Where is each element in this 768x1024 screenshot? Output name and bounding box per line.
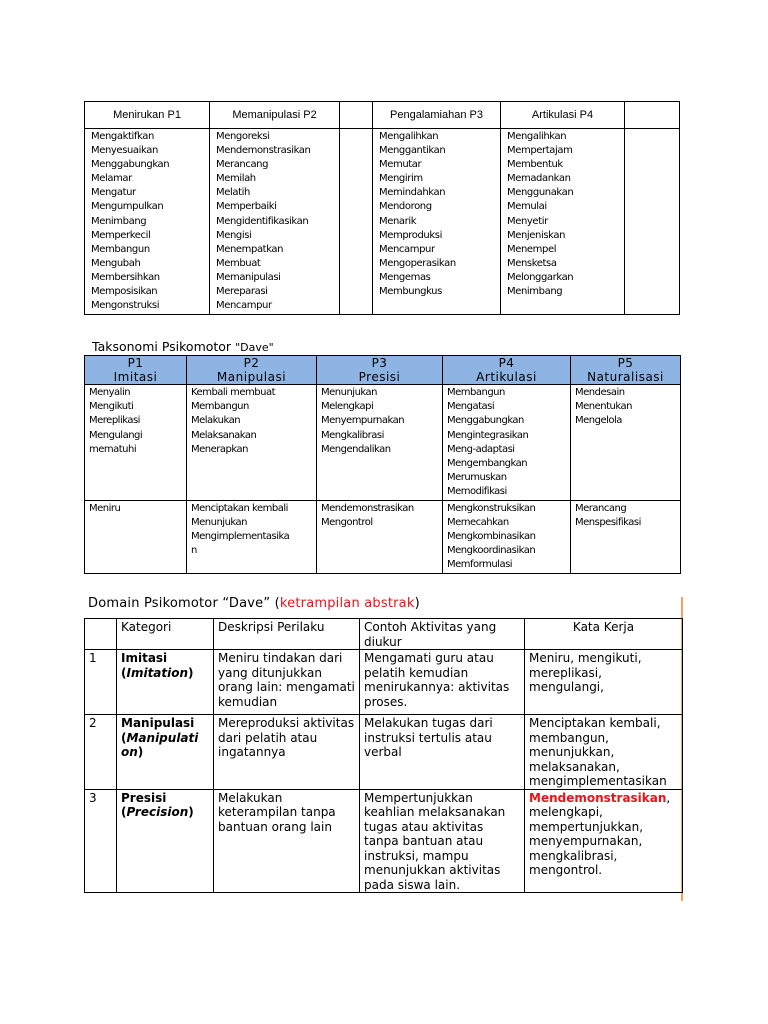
list-item: Mengisi [216, 229, 252, 241]
list-item: Memodifikasi [447, 486, 507, 498]
list-item: n [191, 545, 197, 557]
table1-col-p1 [85, 129, 210, 315]
table1-header-p3: Pengalamiahan P3 [373, 102, 501, 129]
list-item: Membersihkan [91, 271, 160, 283]
list-item: Merumuskan [447, 472, 507, 484]
list-item: Menimbang [507, 286, 563, 298]
list-item: Merancang [216, 159, 269, 171]
list-item: Merancang [575, 502, 627, 514]
table1-col-p4 [501, 129, 625, 315]
list-item: Menggantikan [379, 145, 446, 157]
verb-table-1 [84, 101, 680, 315]
list-item: Menggabungkan [91, 159, 170, 171]
table2-cell [317, 385, 443, 501]
list-item: Memadankan [507, 173, 571, 185]
list-item: Mereparasi [216, 286, 268, 298]
psychomotor-domain-table [84, 618, 683, 893]
table3-header-kata-kerja: Kata Kerja [525, 619, 683, 650]
table1-col-p3 [373, 129, 501, 315]
table-row [85, 715, 683, 790]
row-number: 3 [85, 789, 117, 893]
verbs-cell: Meniru, mengikuti, mereplikasi, mengulangi, [525, 650, 683, 715]
table2-caption [92, 339, 274, 354]
list-item: Memutar [379, 159, 422, 171]
list-item: Menspesifikasi [575, 516, 641, 528]
table2-caption-text: Taksonomi Psikomotor [92, 339, 236, 354]
verbs-cell: Menciptakan kembali, membangun, menunjukkan, melaksanakan, mengimplementasikan [525, 715, 683, 790]
table2-cell [85, 385, 187, 501]
list-item: Menyempurnakan [321, 415, 405, 427]
list-item: Meniru [89, 502, 121, 514]
table2-cell [571, 500, 681, 573]
list-item: Menunjukan [321, 387, 377, 398]
list-item: Mengkombinasikan [447, 531, 536, 543]
table2-header-p4: P4 Artikulasi [443, 356, 571, 385]
list-item: Menunjukan [191, 516, 247, 528]
list-item: Mendemonstrasikan [216, 145, 311, 157]
list-item: Memperbaiki [216, 201, 277, 213]
list-item: Mereplikasi [89, 415, 140, 427]
table3-header-contoh: Contoh Aktivitas yang diukur [360, 619, 525, 650]
list-item: Memulai [507, 201, 547, 213]
verbs-cell: Mendemonstrasikan, melengkapi, mempertunjukkan, menyempurnakan, mengkalibrasi, mengontrol. [525, 789, 683, 893]
list-item: Membentuk [507, 159, 563, 171]
list-item: Mengikuti [89, 401, 134, 413]
list-item: Mendesain [575, 387, 625, 398]
example-cell: Mengamati guru atau pelatih kemudian menirukannya: aktivitas proses. [360, 650, 525, 715]
list-item: Menjeniskan [507, 229, 566, 241]
example-cell: Melakukan tugas dari instruksi tertulis atau verbal [360, 715, 525, 790]
list-item: Mengumpulkan [91, 201, 164, 213]
table2-header-p1: P1 Imitasi [85, 356, 187, 385]
list-item: Melaksanakan [191, 429, 257, 441]
list-item: Mendorong [379, 201, 432, 213]
table3-header-row [85, 619, 683, 650]
table3-header-no [85, 619, 117, 650]
list-item: Memformulasi [447, 559, 513, 571]
table1-header-p4: Artikulasi P4 [501, 102, 625, 129]
dave-taxonomy-table [84, 355, 681, 574]
list-item: Menyalin [89, 387, 131, 398]
table2-cell [187, 500, 317, 573]
table1-header-empty [340, 102, 373, 129]
list-item: Menyesuaikan [91, 145, 158, 157]
description-cell: Mereproduksi aktivitas dari pelatih atau ingatannya [214, 715, 360, 790]
list-item: Mengaktifkan [91, 131, 154, 142]
category-cell: Presisi (Precision) [117, 789, 214, 893]
list-item: Mengkonstruksikan [447, 502, 536, 514]
table1-header-empty-2 [625, 102, 680, 129]
example-cell: Mempertunjukkan keahlian melaksanakan tugas atau aktivitas tanpa bantuan atau instruksi, mampu menunjukkan aktivitas pada siswa lain. [360, 789, 525, 893]
category-cell: Manipulasi (Manipulati on) [117, 715, 214, 790]
list-item: Mensketsa [507, 257, 557, 269]
list-item: Membangun [447, 387, 505, 398]
row-number: 1 [85, 650, 117, 715]
list-item: Menerapkan [191, 443, 248, 455]
table1-col-p2 [210, 129, 340, 315]
list-item: Menggunakan [507, 187, 574, 199]
list-item: Membangun [91, 243, 150, 255]
list-item: Menentukan [575, 401, 632, 413]
table2-cell [443, 500, 571, 573]
list-item: Mengkalibrasi [321, 429, 384, 441]
table1-header-row [85, 102, 680, 129]
row-number: 2 [85, 715, 117, 790]
table3-header-kategori: Kategori [117, 619, 214, 650]
list-item: Menyetir [507, 215, 548, 227]
list-item: Memilah [216, 173, 256, 185]
list-item: Melatih [216, 187, 250, 199]
list-item: Menggabungkan [447, 415, 524, 427]
list-item: Melakukan [191, 415, 241, 427]
table2-caption-quoted: "Dave" [235, 341, 274, 354]
list-item: Melamar [91, 173, 132, 185]
list-item: Memanipulasi [216, 271, 281, 283]
list-item: Menempatkan [216, 243, 284, 255]
category-cell: Imitasi (Imitation) [117, 650, 214, 715]
list-item: Mengoreksi [216, 131, 270, 142]
description-cell: Melakukan keterampilan tanpa bantuan orang lain [214, 789, 360, 893]
list-item: Mengatasi [447, 401, 495, 413]
table2-header-p2: P2 Manipulasi [187, 356, 317, 385]
table3-title [88, 596, 420, 611]
list-item: Mengontrol [321, 516, 373, 528]
list-item: Mengelola [575, 415, 622, 427]
list-item: Memproduksi [379, 229, 442, 241]
list-item: Mengulangi [89, 429, 143, 441]
list-item: Mengalihkan [379, 131, 439, 142]
table1-body-row [85, 129, 680, 315]
list-item: Mencampur [216, 300, 272, 312]
list-item: Menimbang [91, 215, 147, 227]
description-cell: Meniru tindakan dari yang ditunjukkan orang lain: mengamati kemudian [214, 650, 360, 715]
table1-col-empty [340, 129, 373, 315]
list-item: Mengalihkan [507, 131, 567, 142]
list-item: Mengirim [379, 173, 423, 185]
table1-header-p1: Menirukan P1 [85, 102, 210, 129]
list-item: Mendemonstrasikan [321, 502, 414, 514]
table2-header-p5: P5 Naturalisasi [571, 356, 681, 385]
list-item: Kembali membuat [191, 387, 276, 398]
list-item: Memindahkan [379, 187, 446, 199]
list-item: Mengendalikan [321, 443, 391, 455]
list-item: Mengintegrasikan [447, 429, 529, 441]
list-item: Menempel [507, 243, 557, 255]
list-item: Mengonstruksi [91, 300, 160, 312]
table-row [85, 789, 683, 893]
table2-cell [85, 500, 187, 573]
table3-title-highlight: ketrampilan abstrak [279, 596, 415, 611]
table2-cell [443, 385, 571, 501]
table1-header-p2: Memanipulasi P2 [210, 102, 340, 129]
table2-cell [317, 500, 443, 573]
table2-cell [571, 385, 681, 501]
table3-title-suffix: ) [414, 596, 420, 611]
list-item: Membuat [216, 257, 261, 269]
list-item: Mengimplementasika [191, 531, 290, 543]
list-item: Melonggarkan [507, 271, 574, 283]
list-item: Membangun [191, 401, 249, 413]
list-item: Mencampur [379, 243, 435, 255]
list-item: Membungkus [379, 286, 442, 298]
table1-col-empty-2 [625, 129, 680, 315]
list-item: Mengkoordinasikan [447, 545, 536, 557]
table-row [85, 650, 683, 715]
table-row [85, 385, 681, 501]
table2-cell [187, 385, 317, 501]
list-item: Memecahkan [447, 516, 509, 528]
list-item: mematuhi [89, 443, 137, 455]
table-row [85, 500, 681, 573]
list-item: Meng-adaptasi [447, 443, 515, 455]
table3-header-deskripsi: Deskripsi Perilaku [214, 619, 360, 650]
list-item: Mempertajam [507, 145, 573, 157]
list-item: Menciptakan kembali [191, 502, 288, 514]
list-item: Mengatur [91, 187, 136, 199]
list-item: Mengoperasikan [379, 257, 456, 269]
table3-title-prefix: Domain Psikomotor “Dave” ( [88, 596, 280, 611]
table2-header-row [85, 356, 681, 385]
table2-header-p3: P3 Presisi [317, 356, 443, 385]
list-item: Mengidentifikasikan [216, 215, 309, 227]
list-item: Memposisikan [91, 286, 158, 298]
list-item: Melengkapi [321, 401, 374, 413]
list-item: Mengemas [379, 271, 431, 283]
list-item: Memperkecil [91, 229, 151, 241]
list-item: Mengubah [91, 257, 141, 269]
list-item: Menarik [379, 215, 417, 227]
list-item: Mengembangkan [447, 458, 528, 470]
